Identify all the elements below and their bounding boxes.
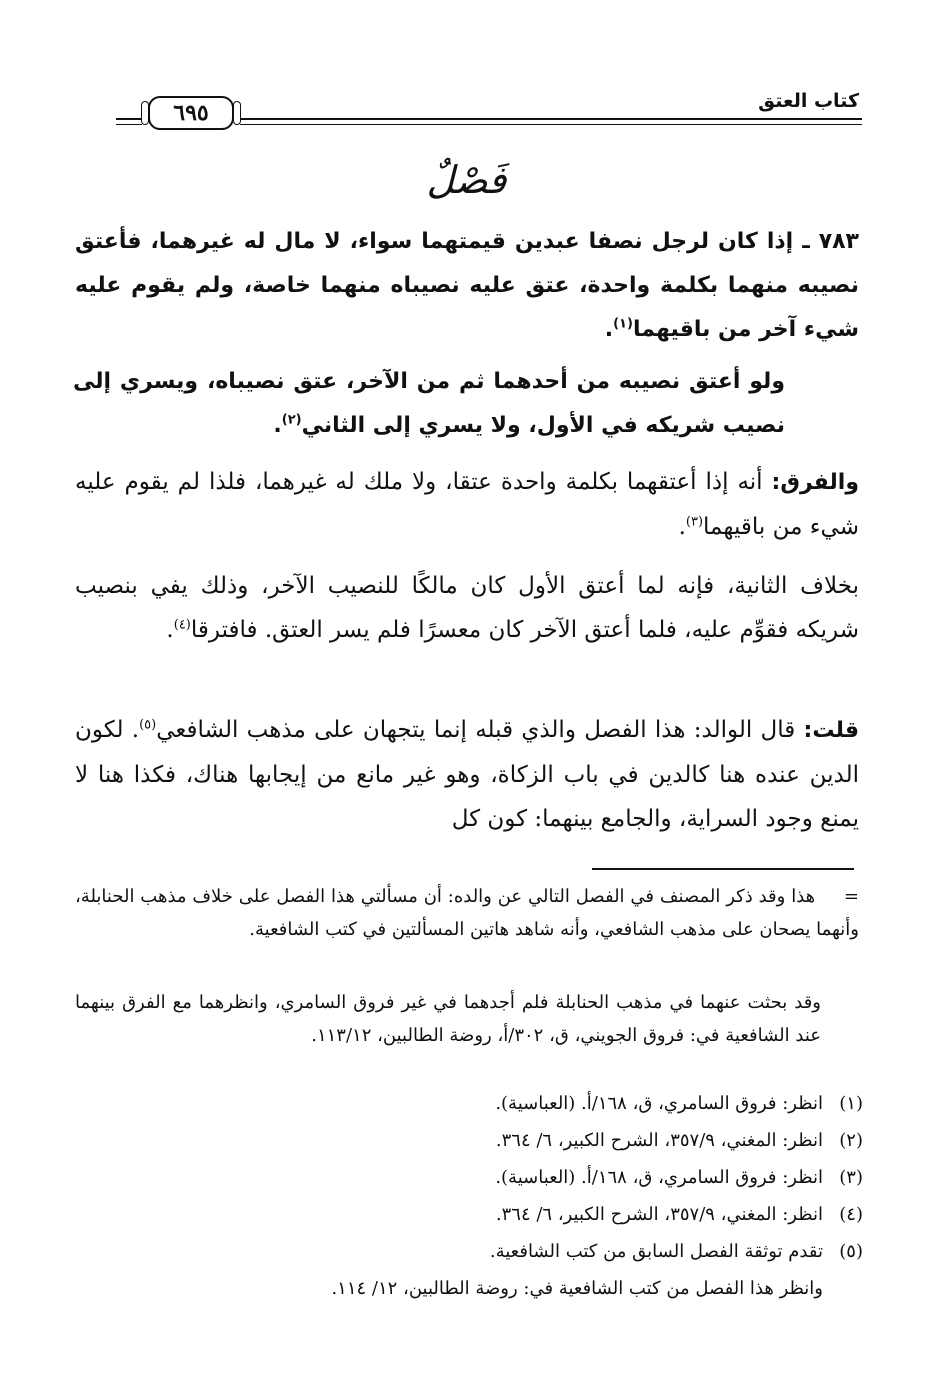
footnote-item [243,1093,863,1130]
footnote-mark: (١) [839,1093,863,1114]
footnote-list [243,1093,863,1315]
footnote-text: انظر: فروق السامري، ق، ١٦٨/أ. (العباسية). [495,1093,823,1114]
section-heading: فَصْلٌ [426,158,507,202]
footnote-item [243,1167,863,1204]
continuation-text-2: وقد بحثت عنهما في مذهب الحنابلة فلم أجدهما في غير فروق السامري، وانظرهما مع الفرق بينهما عند الشافعية في: فروق الجويني، ق، ٣٠٢/أ، روضة الطالبين، ١١٣/١٢. [75,992,821,1046]
header-rule-right-thin [240,124,862,125]
difference-text: أنه إذا أعتقهما بكلمة واحدة عتقا، ولا ملك له غيرهما، فلذا لم يقوم عليه شيء من باقيهما [75,469,859,540]
footnote-ref-4[interactable]: (٤) [173,617,191,633]
footnote-text: انظر: المغني، ٣٥٧/٩، الشرح الكبير، ٦/ ٣٦٤. [495,1204,823,1225]
footnote-item [243,1204,863,1241]
difference-label: والفرق: [771,470,859,495]
contrast-paragraph [75,564,859,652]
difference-end: . [678,514,686,540]
note-text-b: . لكون الدين عنده هنا كالدين في باب الزكاة، وهو غير مانع من إيجابها هناك، فكذا هنا لا يمنع وجود السراية، والجامع بينهما: كون كل [75,717,859,832]
issue-b-text: ولو أعتق نصيبه من أحدهما ثم من الآخر، عتق نصيباه، ويسري إلى نصيب شريكه في الأول، ولا يسري إلى الثاني [73,369,785,438]
issue-number: ٧٨٣ ـ [802,229,859,254]
page-number: ٦٩٥ [173,100,209,126]
note-paragraph [75,708,859,841]
running-header-title: كتاب العتق [758,90,859,112]
footnote-separator [592,868,854,870]
contrast-end: . [166,617,174,643]
issue-b-end: . [273,413,282,438]
header-rule-left-thin [116,124,142,125]
footnote-item [243,1130,863,1167]
footnote-mark: (٢) [839,1130,863,1151]
footnote-item [243,1241,863,1278]
footnote-text: تقدم توثقة الفصل السابق من كتب الشافعية. [489,1241,823,1262]
continuation-mark: = [843,886,859,907]
contrast-text: بخلاف الثانية، فإنه لما أعتق الأول كان مالكًا للنصيب الآخر، وذلك يفي بنصيب شريكه فقوِّم عليه، فلما أعتق الآخر كان معسرًا فلم يسر العتق. فافترقا [75,573,859,643]
footnote-text: انظر: المغني، ٣٥٧/٩، الشرح الكبير، ٦/ ٣٦٤. [495,1130,823,1151]
issue-second-case [73,360,785,448]
continuation-text-1: هذا وقد ذكر المصنف في الفصل التالي عن والده: أن مسألتي هذا الفصل على خلاف مذهب الحنابلة، وأنهما يصحان على مذهب الشافعي، وأنه شاهد هاتين المسألتين في كتب الشافعية. [75,886,859,940]
issue-end: . [604,317,614,342]
header-rule-right [240,118,862,120]
footnote-ref-3[interactable]: (٣) [685,514,704,530]
note-label: قلت: [803,718,860,743]
footnote-ref-1[interactable]: (١) [613,316,633,332]
footnote-text: انظر: فروق السامري، ق، ١٦٨/أ. (العباسية). [495,1167,823,1188]
issue-paragraph [75,220,859,352]
footnote-mark: (٥) [839,1241,863,1262]
note-text-a: قال الوالد: هذا الفصل والذي قبله إنما يتجهان على مذهب الشافعي [156,717,796,743]
footnote-text: وانظر هذا الفصل من كتب الشافعية في: روضة الطالبين، ١٢/ ١١٤. [331,1278,823,1299]
footnote-item [243,1278,863,1315]
footnote-ref-2[interactable]: (٢) [281,412,302,428]
page-number-badge [148,96,234,130]
footnote-continuation-1 [75,880,859,946]
footnote-continuation-2 [75,986,821,1052]
footnote-ref-5[interactable]: (٥) [139,717,157,733]
footnote-mark: (٤) [839,1204,863,1225]
issue-text: إذا كان لرجل نصفا عبدين قيمتهما سواء، لا مال له غيرهما، فأعتق نصيبه منهما بكلمة واحدة، عتق عليه نصيباه منهما خاصة، ولم يقوم عليه شيء آخر من باقيهما [75,229,859,342]
footnote-mark: (٣) [839,1167,863,1188]
difference-paragraph [75,460,859,549]
header-rule-left [116,118,142,120]
